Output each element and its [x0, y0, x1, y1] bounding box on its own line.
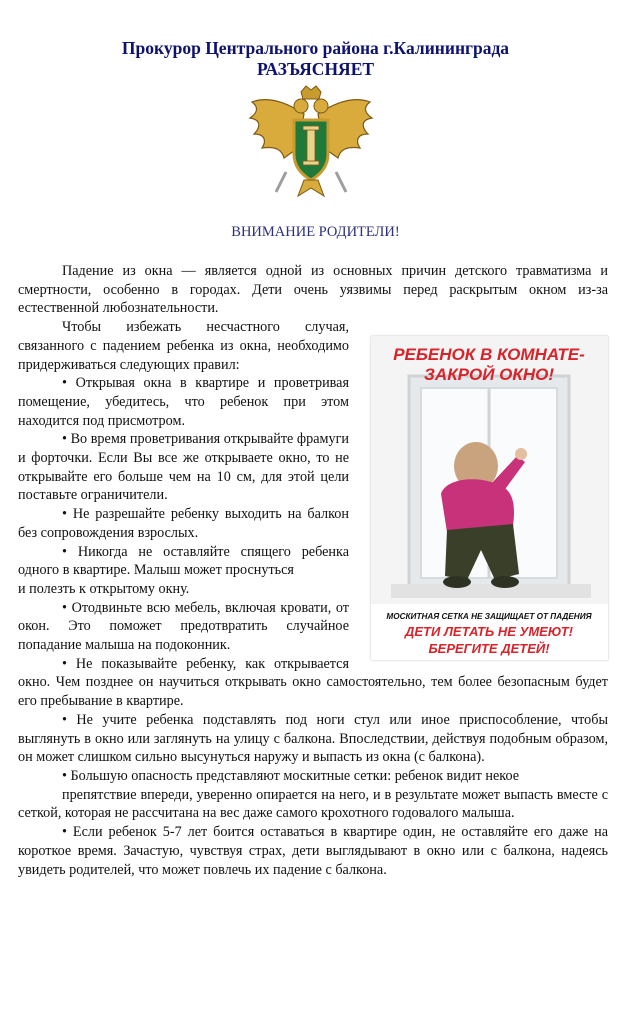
- document-header: [0, 38, 631, 80]
- attention-heading: ВНИМАНИЕ РОДИТЕЛИ!: [231, 224, 400, 240]
- paragraph-rule-mosquito-net-cont: препятствие впереди, уверенно опирается на него, и в результате может выпасть вместе с сеткой, которая не рассчитана на вес даже самого крохотного годовалого малыша.: [18, 786, 608, 822]
- paragraph-rules-intro: Чтобы избежать несчастного случая, связанного с падением ребенка из окна, необходимо придерживаться следующих правил:: [18, 319, 349, 373]
- article-body: [18, 262, 608, 879]
- paragraph-rule-mosquito-net: • Большую опасность представляют москитные сетки: ребенок видит некое: [62, 767, 520, 784]
- header-line-prosecutor: Прокурор Центрального района г.Калининграда: [121, 38, 510, 58]
- poster-image: [371, 336, 608, 660]
- paragraph-rule-chair: • Не учите ребенка подставлять под ноги стул или иное приспособление, чтобы выглянуть в окно или заглянуть на улицу с балкона. Впоследствии, действуя подобным образом, он может слишком сильно высунуться наружу и выпасть из окна (с балкона).: [18, 711, 608, 766]
- paragraph-rule-ventilation: • Во время проветривания открывайте фрамуги и форточки. Если Вы все же открываете окно, то не открывайте его больше чем на 10 см, для этой цели поставьте ограничители.: [18, 431, 349, 504]
- paragraph-rule-supervision: • Открывая окна в квартире и проветривая помещение, убедитесь, что ребенок при этом находится под присмотром.: [18, 375, 349, 429]
- paragraph-intro: Падение из окна — является одной из основных причин детского травматизма и смертности, особенно в городах. Дети очень уязвимы перед раскрытым окном из-за естественной любознательности.: [18, 263, 608, 317]
- poster-note: МОСКИТНАЯ СЕТКА НЕ ЗАЩИЩАЕТ ОТ ПАДЕНИЯ: [386, 612, 592, 622]
- window-safety-poster: [371, 336, 608, 660]
- paragraph-rule-alone: • Если ребенок 5-7 лет боится оставаться в квартире один, не оставляйте его даже на короткое время. Зачастую, чувствуя страх, дети выглядывают в окно или с балкона, надеясь увидеть родителей, что может повлечь их падение с балкона.: [18, 824, 608, 878]
- paragraph-rule-balcony: • Не разрешайте ребенку выходить на балкон без сопровождения взрослых.: [18, 506, 349, 541]
- prosecutor-emblem-icon: [246, 84, 376, 204]
- header-line-explains: РАЗЪЯСНЯЕТ: [256, 59, 375, 79]
- paragraph-rule-sleeping-child: • Никогда не оставляйте спящего ребенка одного в квартире. Малыш может проснуться: [18, 543, 349, 579]
- poster-headline-2: ЗАКРОЙ ОКНО!: [424, 365, 554, 385]
- poster-warning-1: ДЕТИ ЛЕТАТЬ НЕ УМЕЮТ!: [405, 624, 573, 640]
- poster-warning-2: БЕРЕГИТЕ ДЕТЕЙ!: [428, 641, 550, 657]
- paragraph-rule-sleeping-child-cont: и полезть к открытому окну.: [18, 580, 190, 597]
- paragraph-rule-opening: • Не показывайте ребенку, как открывается окно. Чем позднее он научиться открывать окно самостоятельно, тем более безопасным будет его пребывание в квартире.: [18, 655, 608, 710]
- paragraph-rule-furniture: • Отодвиньте всю мебель, включая кровати, от окон. Это поможет предотвратить случайное попадание малыша на подоконник.: [18, 599, 349, 654]
- poster-headline-1: РЕБЕНОК В КОМНАТЕ-: [393, 345, 585, 365]
